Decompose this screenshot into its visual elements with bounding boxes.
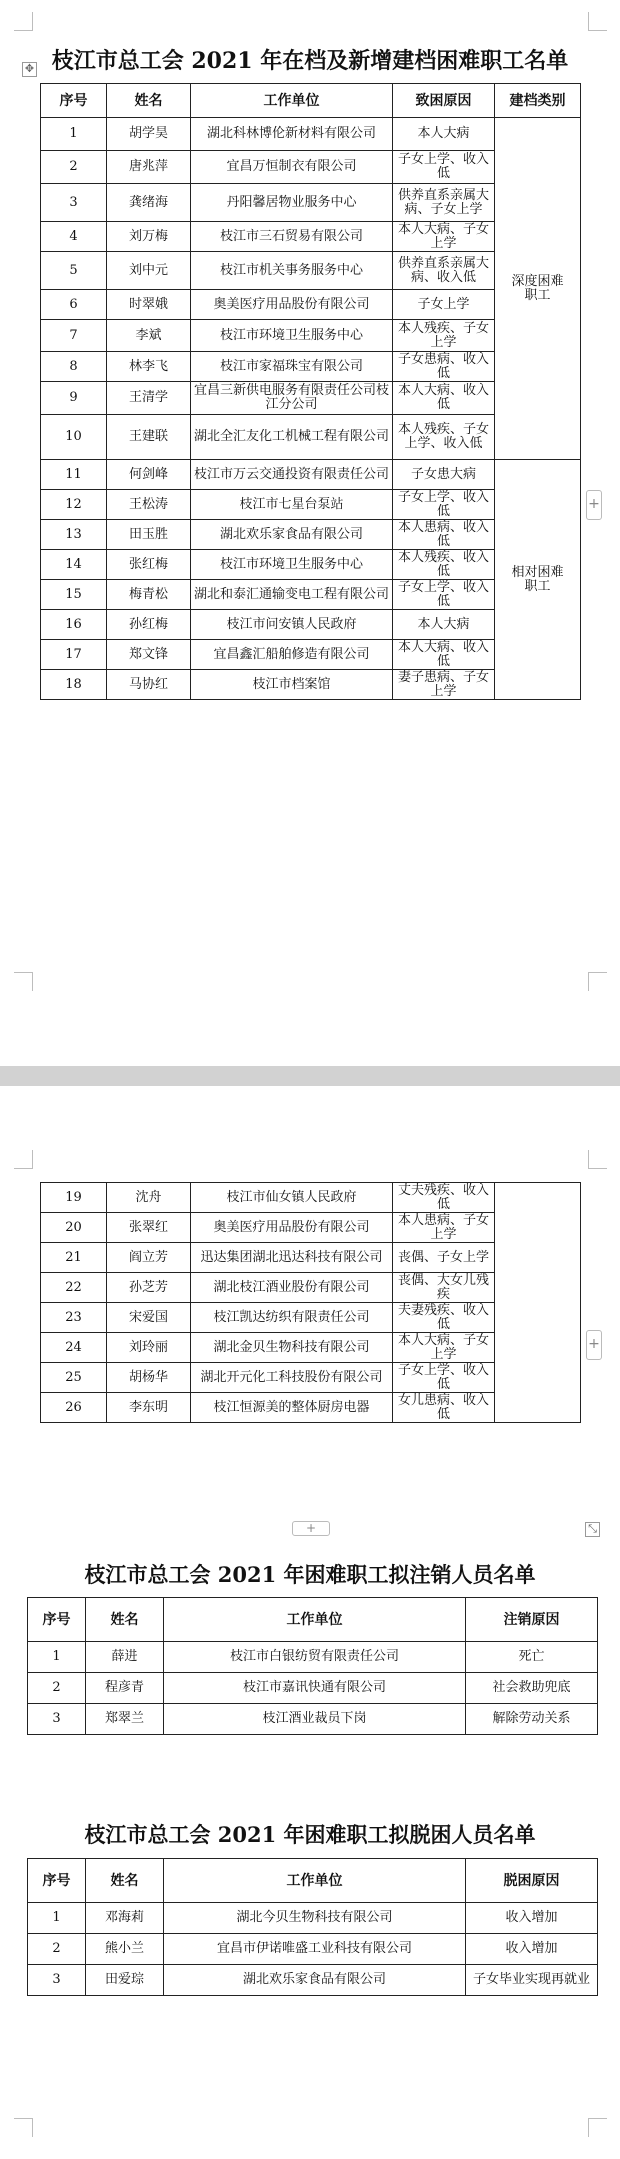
column-header: 工作单位 [191,84,393,118]
work-unit-cell: 湖北欢乐家食品有限公司 [164,1965,466,1996]
add-column-plus-icon[interactable]: + [586,1330,602,1360]
row-number-cell: 3 [28,1704,86,1735]
column-header: 脱困原因 [466,1859,598,1903]
hardship-reason-cell: 子女上学、收入低 [393,1363,495,1393]
employee-name-cell: 王清学 [107,382,191,415]
work-unit-cell: 奥美医疗用品股份有限公司 [191,1213,393,1243]
page-corner-mark [588,972,607,991]
row-number-cell: 5 [41,252,107,290]
column-header: 姓名 [86,1859,164,1903]
row-number-cell: 9 [41,382,107,415]
employee-name-cell: 薛进 [86,1642,164,1673]
table-row [28,1965,598,1996]
hardship-reason-cell: 社会救助兜底 [466,1673,598,1704]
hardship-reason-cell: 本人残疾、子女上学、收入低 [393,415,495,460]
hardship-reason-cell: 子女上学 [393,290,495,320]
page-corner-mark [14,1150,33,1169]
work-unit-cell: 宜昌市伊诺唯盛工业科技有限公司 [164,1934,466,1965]
work-unit-cell: 枝江酒业裁员下岗 [164,1704,466,1735]
work-unit-cell: 枝江市七星台泵站 [191,490,393,520]
column-header: 致困原因 [393,84,495,118]
table-row [28,1673,598,1704]
row-number-cell: 25 [41,1363,107,1393]
hardship-reason-cell: 本人残疾、收入低 [393,550,495,580]
row-number-cell: 21 [41,1243,107,1273]
employee-name-cell: 阎立芳 [107,1243,191,1273]
table-header-row [28,1859,598,1903]
employee-name-cell: 邓海莉 [86,1903,164,1934]
hardship-reason-cell: 子女上学、收入低 [393,580,495,610]
work-unit-cell: 枝江恒源美的整体厨房电器 [191,1393,393,1423]
row-number-cell: 8 [41,352,107,382]
main-list-table-continued [40,1182,581,1423]
employee-name-cell: 王松涛 [107,490,191,520]
hardship-reason-cell: 夫妻残疾、收入低 [393,1303,495,1333]
employee-name-cell: 王建联 [107,415,191,460]
row-number-cell: 1 [28,1642,86,1673]
work-unit-cell: 丹阳馨居物业服务中心 [191,184,393,222]
main-list-table [40,83,581,700]
row-number-cell: 13 [41,520,107,550]
hardship-reason-cell: 本人大病、收入低 [393,382,495,415]
page-corner-mark [588,2118,607,2137]
cancel-list-table [27,1597,598,1735]
hardship-reason-cell: 本人大病 [393,118,495,151]
hardship-reason-cell: 子女毕业实现再就业 [466,1965,598,1996]
column-header: 姓名 [107,84,191,118]
work-unit-cell: 湖北欢乐家食品有限公司 [191,520,393,550]
work-unit-cell: 奥美医疗用品股份有限公司 [191,290,393,320]
employee-name-cell: 梅青松 [107,580,191,610]
table-row [41,1183,581,1213]
row-number-cell: 14 [41,550,107,580]
table-move-handle-icon[interactable]: ✥ [22,62,37,77]
category-cell-relative: 相对困难职工 [495,460,581,700]
employee-name-cell: 程彦青 [86,1673,164,1704]
main-list-title: 枝江市总工会 2021 年在档及新增建档困难职工名单 [51,48,569,74]
column-header: 序号 [41,84,107,118]
employee-name-cell: 李东明 [107,1393,191,1423]
hardship-reason-cell: 本人大病、子女上学 [393,1333,495,1363]
row-number-cell: 20 [41,1213,107,1243]
page-1 [0,0,620,1066]
table-row [41,118,581,151]
page-corner-mark [14,972,33,991]
row-number-cell: 23 [41,1303,107,1333]
row-number-cell: 17 [41,640,107,670]
work-unit-cell: 迅达集团湖北迅达科技有限公司 [191,1243,393,1273]
work-unit-cell: 湖北和泰汇通输变电工程有限公司 [191,580,393,610]
row-number-cell: 2 [28,1673,86,1704]
hardship-reason-cell: 本人大病、子女上学 [393,222,495,252]
employee-name-cell: 刘玲丽 [107,1333,191,1363]
row-number-cell: 15 [41,580,107,610]
hardship-reason-cell: 丈夫残疾、收入低 [393,1183,495,1213]
add-row-plus-icon[interactable]: + [292,1521,330,1536]
employee-name-cell: 马协红 [107,670,191,700]
employee-name-cell: 龚绪海 [107,184,191,222]
row-number-cell: 22 [41,1273,107,1303]
row-number-cell: 10 [41,415,107,460]
employee-name-cell: 沈舟 [107,1183,191,1213]
work-unit-cell: 湖北开元化工科技股份有限公司 [191,1363,393,1393]
table-row [28,1642,598,1673]
row-number-cell: 6 [41,290,107,320]
work-unit-cell: 枝江凯达纺织有限责任公司 [191,1303,393,1333]
row-number-cell: 19 [41,1183,107,1213]
row-number-cell: 26 [41,1393,107,1423]
work-unit-cell: 湖北科林博伦新材料有限公司 [191,118,393,151]
hardship-reason-cell: 本人患病、子女上学 [393,1213,495,1243]
hardship-reason-cell: 本人大病 [393,610,495,640]
table-resize-handle-icon[interactable]: ⤡ [585,1522,600,1537]
page-corner-mark [588,1150,607,1169]
work-unit-cell: 枝江市环境卫生服务中心 [191,550,393,580]
row-number-cell: 4 [41,222,107,252]
page-corner-mark [14,2118,33,2137]
employee-name-cell: 李斌 [107,320,191,352]
employee-name-cell: 孙芝芳 [107,1273,191,1303]
table-header-row [41,84,581,118]
work-unit-cell: 湖北金贝生物科技有限公司 [191,1333,393,1363]
employee-name-cell: 孙红梅 [107,610,191,640]
column-header: 注销原因 [466,1598,598,1642]
hardship-reason-cell: 子女患病、收入低 [393,352,495,382]
work-unit-cell: 枝江市档案馆 [191,670,393,700]
column-header: 工作单位 [164,1859,466,1903]
hardship-reason-cell: 子女上学、收入低 [393,490,495,520]
category-cell-empty [495,1183,581,1423]
column-header: 序号 [28,1598,86,1642]
hardship-reason-cell: 子女上学、收入低 [393,151,495,184]
employee-name-cell: 胡学昊 [107,118,191,151]
row-number-cell: 1 [28,1903,86,1934]
hardship-reason-cell: 子女患大病 [393,460,495,490]
row-number-cell: 24 [41,1333,107,1363]
hardship-reason-cell: 本人患病、收入低 [393,520,495,550]
work-unit-cell: 宜昌万恒制衣有限公司 [191,151,393,184]
row-number-cell: 1 [41,118,107,151]
row-number-cell: 3 [41,184,107,222]
add-column-plus-icon[interactable]: + [586,490,602,520]
table-row [28,1704,598,1735]
row-number-cell: 2 [28,1934,86,1965]
column-header: 建档类别 [495,84,581,118]
employee-name-cell: 宋爱国 [107,1303,191,1333]
row-number-cell: 3 [28,1965,86,1996]
employee-name-cell: 何剑峰 [107,460,191,490]
work-unit-cell: 宜昌三新供电服务有限责任公司枝江分公司 [191,382,393,415]
row-number-cell: 12 [41,490,107,520]
hardship-reason-cell: 死亡 [466,1642,598,1673]
category-cell-deep: 深度困难职工 [495,118,581,460]
employee-name-cell: 郑翠兰 [86,1704,164,1735]
work-unit-cell: 枝江市机关事务服务中心 [191,252,393,290]
hardship-reason-cell: 本人大病、收入低 [393,640,495,670]
page-2 [0,1086,620,2159]
work-unit-cell: 枝江市白银纺贸有限责任公司 [164,1642,466,1673]
hardship-reason-cell: 妻子患病、子女上学 [393,670,495,700]
page-corner-mark [588,12,607,31]
row-number-cell: 2 [41,151,107,184]
employee-name-cell: 刘万梅 [107,222,191,252]
column-header: 姓名 [86,1598,164,1642]
page-gap [0,1066,620,1086]
row-number-cell: 18 [41,670,107,700]
work-unit-cell: 枝江市家福珠宝有限公司 [191,352,393,382]
employee-name-cell: 熊小兰 [86,1934,164,1965]
hardship-reason-cell: 女儿患病、收入低 [393,1393,495,1423]
employee-name-cell: 唐兆萍 [107,151,191,184]
employee-name-cell: 林李飞 [107,352,191,382]
column-header: 工作单位 [164,1598,466,1642]
exit-list-table [27,1858,598,1996]
employee-name-cell: 张红梅 [107,550,191,580]
hardship-reason-cell: 解除劳动关系 [466,1704,598,1735]
table-row [28,1934,598,1965]
row-number-cell: 11 [41,460,107,490]
table-header-row [28,1598,598,1642]
page-corner-mark [14,12,33,31]
employee-name-cell: 田玉胜 [107,520,191,550]
employee-name-cell: 刘中元 [107,252,191,290]
employee-name-cell: 田爱琮 [86,1965,164,1996]
hardship-reason-cell: 供养直系亲属大病、子女上学 [393,184,495,222]
employee-name-cell: 郑文锋 [107,640,191,670]
work-unit-cell: 湖北全汇友化工机械工程有限公司 [191,415,393,460]
work-unit-cell: 枝江市仙女镇人民政府 [191,1183,393,1213]
work-unit-cell: 枝江市万云交通投资有限责任公司 [191,460,393,490]
hardship-reason-cell: 供养直系亲属大病、收入低 [393,252,495,290]
cancel-list-title: 枝江市总工会 2021 年困难职工拟注销人员名单 [84,1562,536,1587]
work-unit-cell: 枝江市三石贸易有限公司 [191,222,393,252]
exit-list-title: 枝江市总工会 2021 年困难职工拟脱困人员名单 [84,1822,536,1847]
row-number-cell: 7 [41,320,107,352]
hardship-reason-cell: 丧偶、大女儿残疾 [393,1273,495,1303]
employee-name-cell: 张翠红 [107,1213,191,1243]
work-unit-cell: 湖北今贝生物科技有限公司 [164,1903,466,1934]
work-unit-cell: 枝江市问安镇人民政府 [191,610,393,640]
work-unit-cell: 枝江市环境卫生服务中心 [191,320,393,352]
work-unit-cell: 宜昌鑫汇船舶修造有限公司 [191,640,393,670]
work-unit-cell: 枝江市嘉讯快通有限公司 [164,1673,466,1704]
employee-name-cell: 胡杨华 [107,1363,191,1393]
work-unit-cell: 湖北枝江酒业股份有限公司 [191,1273,393,1303]
hardship-reason-cell: 本人残疾、子女上学 [393,320,495,352]
column-header: 序号 [28,1859,86,1903]
hardship-reason-cell: 丧偶、子女上学 [393,1243,495,1273]
hardship-reason-cell: 收入增加 [466,1903,598,1934]
table-row [41,460,581,490]
employee-name-cell: 时翠娥 [107,290,191,320]
row-number-cell: 16 [41,610,107,640]
table-row [28,1903,598,1934]
hardship-reason-cell: 收入增加 [466,1934,598,1965]
